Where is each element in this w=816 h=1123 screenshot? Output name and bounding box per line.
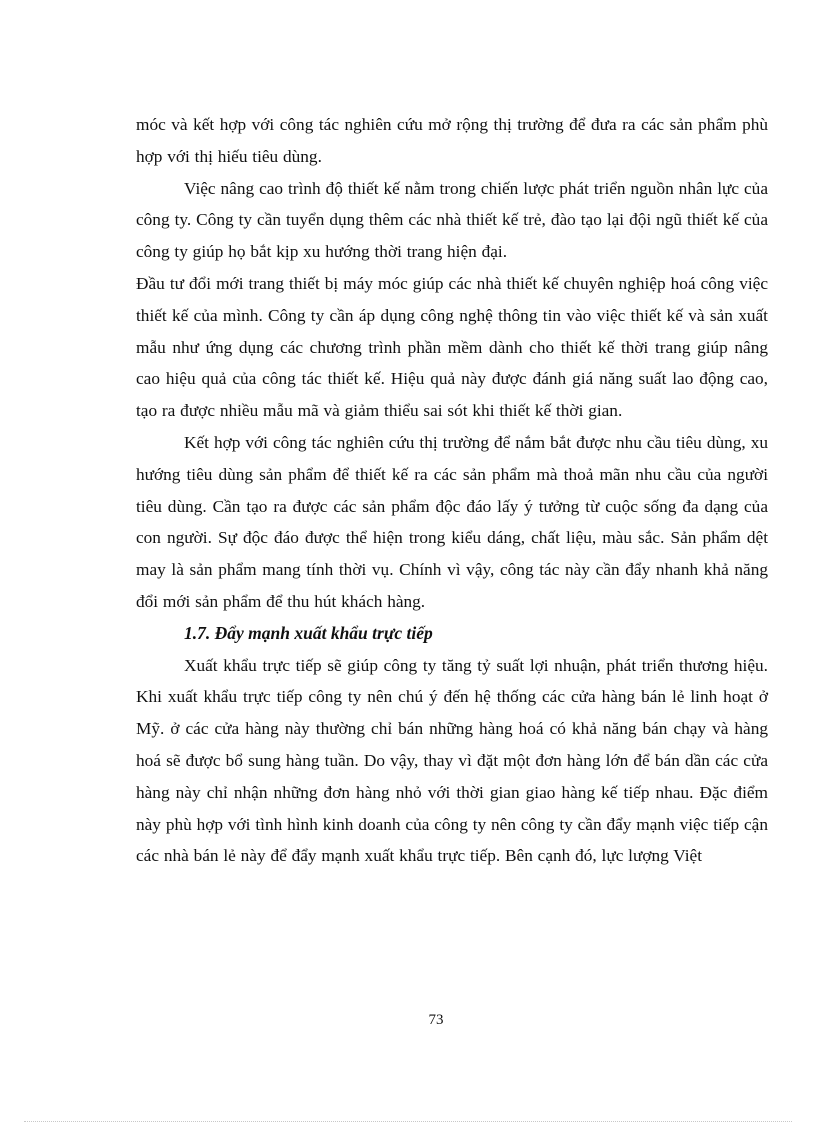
footer-divider [24, 1121, 792, 1122]
page-number: 73 [428, 1012, 444, 1028]
section-heading: 1.7. Đẩy mạnh xuất khẩu trực tiếp [184, 622, 433, 643]
paragraph-continuation: móc và kết hợp với công tác nghiên cứu mở rộng thị trường để đưa ra các sản phẩm phù hợp với thị hiếu tiêu dùng. [136, 115, 768, 166]
document-body [136, 109, 768, 872]
paragraph-market-research: Kết hợp với công tác nghiên cứu thị trường để nắm bắt được nhu cầu tiêu dùng, xu hướng tiêu dùng sản phẩm để thiết kế ra các sản phẩm mà thoả mãn nhu cầu của người tiêu dùng. Cần tạo ra được các sản phẩm độc đáo lấy ý tưởng từ cuộc sống đa dạng của con người. Sự độc đáo được thể hiện trong kiểu dáng, chất liệu, màu sắc. Sản phẩm dệt may là sản phẩm mang tính thời vụ. Chính vì vậy, công tác này cần đẩy nhanh khả năng đổi mới sản phẩm để thu hút khách hàng. [136, 432, 768, 611]
paragraph-design-capacity: Việc nâng cao trình độ thiết kế nằm trong chiến lược phát triển nguồn nhân lực của công ty. Công ty cần tuyển dụng thêm các nhà thiết kế trẻ, đào tạo lại đội ngũ thiết kế của công ty giúp họ bắt kịp xu hướng thời trang hiện đại. [136, 178, 768, 262]
paragraph-equipment-investment: Đầu tư đổi mới trang thiết bị máy móc giúp các nhà thiết kế chuyên nghiệp hoá công việc thiết kế của mình. Công ty cần áp dụng công nghệ thông tin vào việc thiết kế và sản xuất mẫu như ứng dụng các chương trình phần mềm dành cho thiết kế thời trang giúp nâng cao hiệu quả của công tác thiết kế. Hiệu quả này được đánh giá năng suất lao động cao, tạo ra được nhiều mẫu mã và giảm thiểu sai sót khi thiết kế thời gian. [136, 273, 768, 421]
paragraph-direct-export: Xuất khẩu trực tiếp sẽ giúp công ty tăng tỷ suất lợi nhuận, phát triển thương hiệu. Khi xuất khẩu trực tiếp công ty nên chú ý đến hệ thống các cửa hàng bán lẻ linh hoạt ở Mỹ. ở các cửa hàng này thường chỉ bán những hàng hoá có khả năng bán chạy và hàng hoá sẽ được bổ sung hàng tuần. Do vậy, thay vì đặt một đơn hàng lớn để bán dần các cửa hàng này chỉ nhận những đơn hàng nhỏ với thời gian giao hàng kế tiếp nhau. Đặc điểm này phù hợp với tình hình kinh doanh của công ty nên công ty cần đẩy mạnh việc tiếp cận các nhà bán lẻ này để đẩy mạnh xuất khẩu trực tiếp. Bên cạnh đó, lực lượng Việt [136, 655, 768, 866]
